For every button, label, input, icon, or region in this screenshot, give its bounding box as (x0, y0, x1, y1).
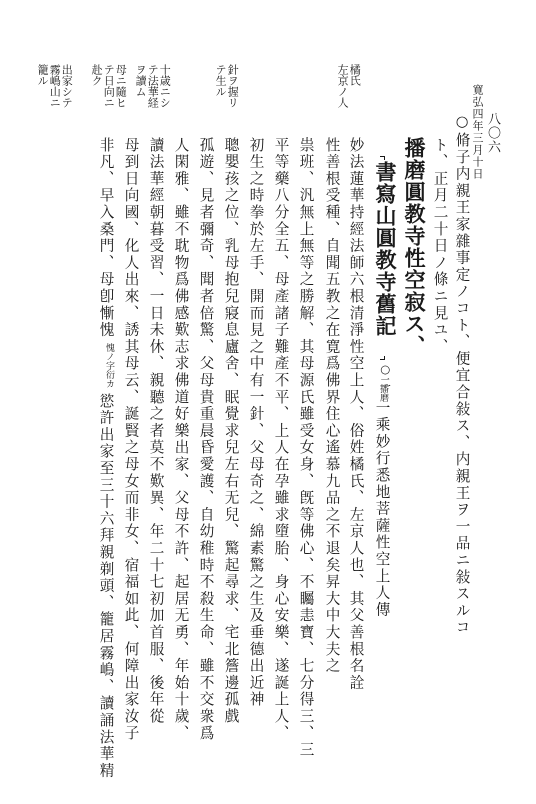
text-line-1: ○脩子内親王家雜事定ノコト、便宜合敍ス、内親王ヲ一品ニ敍スルコ (453, 113, 471, 637)
body-line-5: 初生之時拳於左手、開而見之中有一針、父母奇之、綿素驚之生及垂德出近神 (247, 137, 265, 709)
body-line-1: 妙法蓮華持經法師六根清淨性空上人、俗姓橘氏、左京人也、其父善根名詮 (347, 137, 365, 692)
body-line-8: 人閑雅、雖不耽物爲佛感歎志求佛道好樂出家、父母不許、起居无勇、年始十歲、 (172, 137, 190, 742)
body-line-6: 聰嬰孩之位、乳母抱兒寢息廬舍、眠覺求兒左右无兒、驚起尋求、宅北簷邊孤戲 (222, 137, 240, 725)
body-line-4: 平等藥八分全五、母產諸子難產不平、上人在孕雖求墮胎、身心安樂、遂誕上人、 (272, 137, 290, 742)
page-number: 八〇六 (485, 112, 500, 154)
body-line-11-part-2: 慾許出家至三十六拜親剃頭、籠居霧嶋、讀誦法華精 (97, 393, 115, 780)
body-line-7: 孤遊、見者彌奇、聞者倍驚、父母貴重晨昏愛護、自幼稚時不殺生命、雖不交衆爲 (197, 137, 215, 742)
subtitle-note-place: 播磨 (378, 384, 388, 402)
body-line-11-annotation: 愧ノ字衍カ (104, 343, 114, 388)
margin-note-2: 針ヲ握リ テ生ル (214, 64, 240, 108)
margin-note-5: 出家シテ 霧嶋山ニ 籠ル (36, 64, 74, 108)
subtitle-note-number: ○二 (378, 362, 393, 389)
subtitle-bracket-bottom (380, 356, 385, 360)
body-line-10: 母到日向國、化人出來、誘其母云、誕賢之母女而非女、宿福如此、何障出家汝子 (122, 137, 140, 742)
margin-note-3: 十歳ニシ テ法華経 ヲ讀ム (134, 64, 172, 108)
margin-note-1: 橘氏 左京ノ人 (336, 64, 362, 108)
body-line-3: 祟班、汎無上無等之勝解、其母源氏雖受女身、旣等佛心、不矚恚寶、七分得三、三 (297, 137, 315, 759)
subtitle: 書寫山圓教寺舊記 (373, 161, 398, 337)
main-title: 播磨圓教寺性空寂ス、 (402, 137, 427, 357)
body-line-2: 性善根受種、自聞五教之在寛爲佛界住心遙慕九品之不退矣昇大中大夫之 (323, 137, 341, 675)
body-line-9: 讀法華經朝暮受習、一日未休、親聽之者莫不歎異、年二十七初加首服、後年從 (147, 137, 165, 725)
subtitle-bracket-top (380, 156, 385, 160)
body-line-11-part-1: 非凡、早入桑門、母卽慚愧 (97, 137, 115, 339)
biography-title: 一乘妙行悉地菩薩性空上人傳 (373, 400, 391, 619)
margin-note-4: 母ニ隨ヒ テ日向ニ 赴ク (90, 64, 128, 108)
text-line-2: ト、正月二十日ノ條ニ見ユ、 (431, 137, 449, 356)
header-date: 寛弘四年三月十日 (471, 84, 484, 180)
